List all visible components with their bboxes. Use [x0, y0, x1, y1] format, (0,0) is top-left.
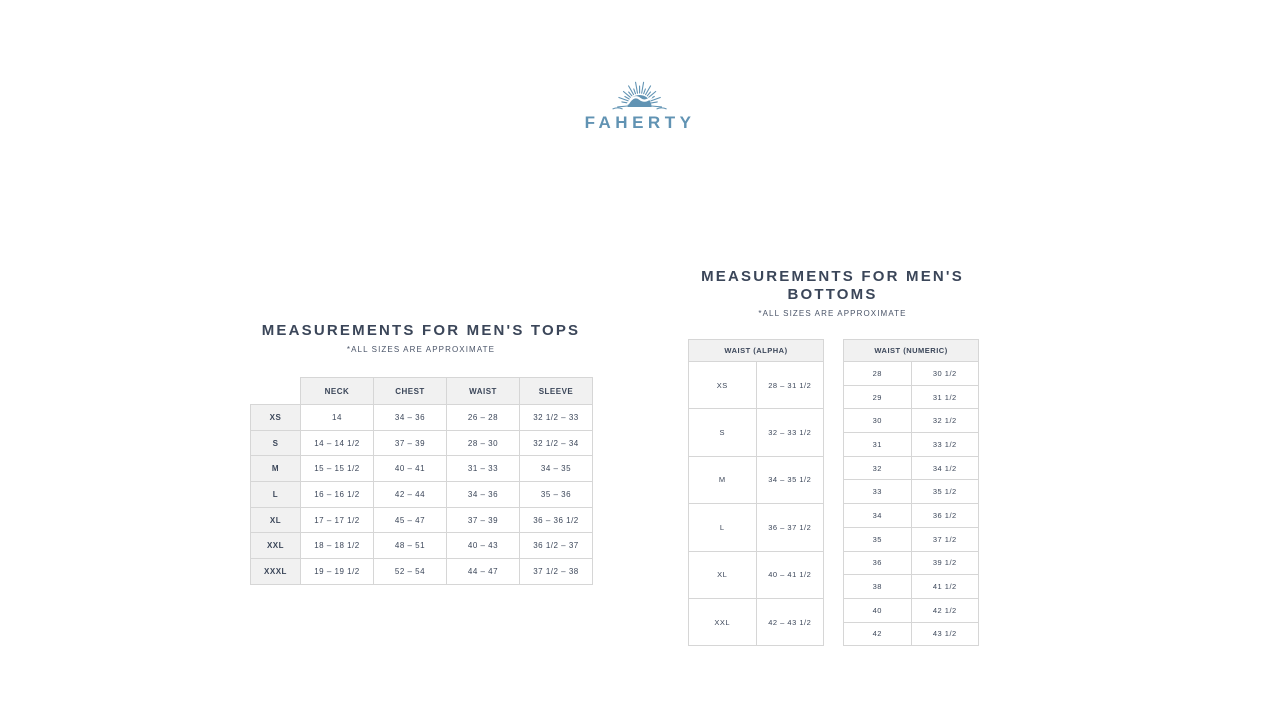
table-row: [844, 409, 979, 433]
alpha-header-row: [689, 340, 824, 362]
alpha-table-body: [689, 362, 824, 646]
measurement-cell: 35 1/2: [911, 480, 979, 504]
measurement-cell: 42 – 43 1/2: [756, 598, 824, 645]
table-row: [844, 480, 979, 504]
table-row: [251, 559, 593, 585]
numeric-table-body: [844, 362, 979, 646]
numeric-header-row: [844, 340, 979, 362]
table-row: [251, 430, 593, 456]
size-label-cell: 34: [844, 504, 912, 528]
tops-title: MEASUREMENTS FOR MEN'S TOPS: [261, 322, 581, 339]
size-label-cell: L: [251, 482, 301, 508]
measurement-cell: 14 – 14 1/2: [301, 430, 374, 456]
size-label-cell: 32: [844, 456, 912, 480]
measurement-cell: 32 1/2: [911, 409, 979, 433]
size-label-cell: 42: [844, 622, 912, 646]
tops-subtitle: *ALL SIZES ARE APPROXIMATE: [346, 345, 496, 354]
size-label-cell: XXL: [251, 533, 301, 559]
size-label-cell: S: [251, 430, 301, 456]
measurement-cell: 37 – 39: [374, 430, 447, 456]
waist-numeric-header: WAIST (NUMERIC): [844, 340, 979, 362]
measurement-cell: 31 1/2: [911, 385, 979, 409]
size-label-cell: XS: [251, 405, 301, 431]
table-row: [251, 507, 593, 533]
table-row: [689, 598, 824, 645]
tops-section: [250, 322, 592, 585]
measurement-cell: 31 – 33: [447, 456, 520, 482]
measurement-cell: 41 1/2: [911, 575, 979, 599]
measurement-cell: 36 – 37 1/2: [756, 504, 824, 551]
bottoms-title: MEASUREMENTS FOR MEN'S BOTTOMS: [701, 268, 964, 303]
column-header-neck: NECK: [301, 378, 374, 405]
measurement-cell: 28 – 30: [447, 430, 520, 456]
measurement-cell: 40 – 41 1/2: [756, 551, 824, 598]
waist-alpha-header: WAIST (ALPHA): [689, 340, 824, 362]
size-label-cell: XXL: [689, 598, 757, 645]
size-label-cell: XL: [251, 507, 301, 533]
size-label-cell: S: [689, 409, 757, 456]
measurement-cell: 37 1/2: [911, 527, 979, 551]
measurement-cell: 43 1/2: [911, 622, 979, 646]
size-label-cell: 33: [844, 480, 912, 504]
table-row: [689, 362, 824, 409]
measurement-cell: 52 – 54: [374, 559, 447, 585]
bottoms-tables: [688, 339, 977, 646]
waist-numeric-table: [843, 339, 979, 646]
corner-cell: [251, 378, 301, 405]
size-label-cell: M: [689, 456, 757, 503]
table-row: [251, 533, 593, 559]
measurement-cell: 30 1/2: [911, 362, 979, 386]
measurement-cell: 34 – 36: [447, 482, 520, 508]
table-row: [689, 551, 824, 598]
table-row: [844, 551, 979, 575]
measurement-cell: 32 1/2 – 34: [520, 430, 593, 456]
measurement-cell: 34 1/2: [911, 456, 979, 480]
measurement-cell: 36 1/2 – 37: [520, 533, 593, 559]
sun-wave-icon: [600, 72, 680, 112]
table-row: [844, 575, 979, 599]
size-label-cell: 40: [844, 598, 912, 622]
column-header-sleeve: SLEEVE: [520, 378, 593, 405]
measurement-cell: 19 – 19 1/2: [301, 559, 374, 585]
measurement-cell: 32 1/2 – 33: [520, 405, 593, 431]
bottoms-subtitle: *ALL SIZES ARE APPROXIMATE: [758, 309, 907, 318]
measurement-cell: 26 – 28: [447, 405, 520, 431]
size-label-cell: M: [251, 456, 301, 482]
measurement-cell: 48 – 51: [374, 533, 447, 559]
size-label-cell: 31: [844, 433, 912, 457]
table-row: [844, 362, 979, 386]
table-row: [689, 456, 824, 503]
measurement-cell: 35 – 36: [520, 482, 593, 508]
measurement-cell: 33 1/2: [911, 433, 979, 457]
faherty-logo: [585, 72, 696, 133]
measurement-cell: 42 1/2: [911, 598, 979, 622]
measurement-cell: 37 – 39: [447, 507, 520, 533]
measurement-cell: 28 – 31 1/2: [756, 362, 824, 409]
size-label-cell: XS: [689, 362, 757, 409]
brand-name: FAHERTY: [584, 113, 696, 132]
size-label-cell: XL: [689, 551, 757, 598]
table-row: [689, 409, 824, 456]
table-row: [844, 598, 979, 622]
measurement-cell: 40 – 43: [447, 533, 520, 559]
table-row: [844, 433, 979, 457]
measurement-cell: 36 1/2: [911, 504, 979, 528]
measurement-cell: 39 1/2: [911, 551, 979, 575]
size-label-cell: XXXL: [251, 559, 301, 585]
measurement-cell: 44 – 47: [447, 559, 520, 585]
table-row: [844, 456, 979, 480]
waist-alpha-table: [688, 339, 824, 646]
table-row: [844, 527, 979, 551]
measurement-cell: 15 – 15 1/2: [301, 456, 374, 482]
measurement-cell: 34 – 36: [374, 405, 447, 431]
size-label-cell: 36: [844, 551, 912, 575]
table-row: [251, 482, 593, 508]
size-label-cell: 35: [844, 527, 912, 551]
tops-header-row: [251, 378, 593, 405]
measurement-cell: 34 – 35 1/2: [756, 456, 824, 503]
tops-size-table: [250, 377, 593, 585]
table-row: [844, 385, 979, 409]
measurement-cell: 36 – 36 1/2: [520, 507, 593, 533]
column-header-chest: CHEST: [374, 378, 447, 405]
measurement-cell: 32 – 33 1/2: [756, 409, 824, 456]
measurement-cell: 34 – 35: [520, 456, 593, 482]
measurement-cell: 45 – 47: [374, 507, 447, 533]
measurement-cell: 16 – 16 1/2: [301, 482, 374, 508]
size-label-cell: L: [689, 504, 757, 551]
measurement-cell: 17 – 17 1/2: [301, 507, 374, 533]
measurement-cell: 37 1/2 – 38: [520, 559, 593, 585]
measurement-cell: 42 – 44: [374, 482, 447, 508]
size-label-cell: 28: [844, 362, 912, 386]
table-row: [689, 504, 824, 551]
table-row: [251, 456, 593, 482]
size-label-cell: 29: [844, 385, 912, 409]
table-row: [844, 504, 979, 528]
table-row: [251, 405, 593, 431]
table-row: [844, 622, 979, 646]
tops-table-body: [251, 405, 593, 585]
column-header-waist: WAIST: [447, 378, 520, 405]
measurement-cell: 14: [301, 405, 374, 431]
size-label-cell: 38: [844, 575, 912, 599]
size-label-cell: 30: [844, 409, 912, 433]
bottoms-section: [688, 268, 977, 646]
measurement-cell: 40 – 41: [374, 456, 447, 482]
measurement-cell: 18 – 18 1/2: [301, 533, 374, 559]
